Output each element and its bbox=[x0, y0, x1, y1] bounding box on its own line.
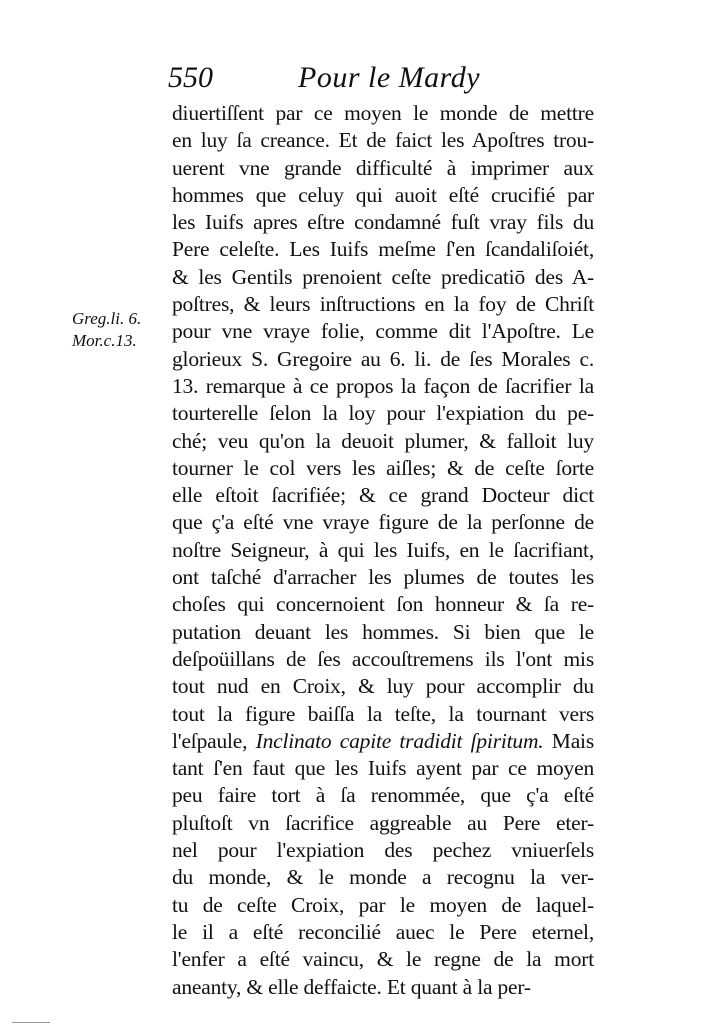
text-line: choſes qui concernoient ſon honneur & ſa re- bbox=[172, 592, 594, 617]
text-line: tant ſ'en faut que les Iuifs ayent par ce moyen bbox=[172, 756, 594, 781]
text-line: uerent vne grande difficulté à imprimer aux bbox=[172, 155, 594, 180]
text-line: en luy ſa creance. Et de faict les Apoſtres trou- bbox=[172, 128, 594, 153]
text-line: du monde, & le monde a recognu la ver- bbox=[172, 865, 594, 890]
text-line: noſtre Seigneur, à qui les Iuifs, en le ſacrifiant, bbox=[172, 537, 594, 562]
text-line: les Iuifs apres eſtre condamné fuſt vray fils du bbox=[172, 210, 594, 235]
text-line: pluſtoſt vn ſacrifice aggreable au Pere eter- bbox=[172, 810, 594, 835]
text-line: poſtres, & leurs inſtructions en la foy de Chriſt bbox=[172, 292, 594, 317]
text-line: tourterelle ſelon la loy pour l'expiation du pe- bbox=[172, 401, 594, 426]
margin-note-line: Greg.li. 6. bbox=[72, 309, 142, 328]
text-line: ont taſché d'arracher les plumes de toutes les bbox=[172, 565, 594, 590]
text-line: deſpoüillans de ſes accouſtremens ils l'ont mis bbox=[172, 646, 594, 671]
margin-note bbox=[72, 308, 162, 352]
margin-note-line: Mor.c.13. bbox=[72, 331, 137, 350]
running-title: Pour le Mardy bbox=[298, 61, 481, 94]
page-header bbox=[168, 60, 598, 100]
latin-before: l'eſpaule, bbox=[172, 728, 248, 753]
text-line: ché; veu qu'on la deuoit plumer, & falloit luy bbox=[172, 428, 594, 453]
text-line: le il a eſté reconcilié auec le Pere eternel, bbox=[172, 919, 594, 944]
scan-edge-mark bbox=[12, 1022, 50, 1023]
text-line: diuertiſſent par ce moyen le monde de mettre bbox=[172, 101, 594, 125]
text-line: pour vne vraye folie, comme dit l'Apoſtre. Le bbox=[172, 319, 594, 344]
text-line: tourner le col vers les aiſles; & de ceſte ſorte bbox=[172, 455, 594, 480]
text-line: peu faire tort à ſa renommée, que ç'a eſté bbox=[172, 783, 594, 808]
body-text bbox=[172, 100, 594, 1001]
latin-after: Mais bbox=[551, 728, 594, 753]
text-line: tout la figure baiſſa la teſte, la tournant vers bbox=[172, 701, 594, 726]
latin-quote-line bbox=[172, 728, 594, 755]
text-line: tout nud en Croix, & luy pour accomplir du bbox=[172, 674, 594, 699]
text-line: l'enfer a eſté vaincu, & le regne de la mort bbox=[172, 947, 594, 972]
text-line: aneanty, & elle deffaicte. Et quant à la per- bbox=[172, 974, 531, 999]
text-line: & les Gentils prenoient ceſte predicatiō des A- bbox=[172, 264, 594, 289]
text-line: 13. remarque à ce propos la façon de ſacrifier la bbox=[172, 373, 594, 398]
text-line: putation deuant les hommes. Si bien que le bbox=[172, 619, 594, 644]
text-line: que ç'a eſté vne vraye figure de la perſonne de bbox=[172, 510, 594, 535]
text-line: nel pour l'expiation des pechez vniuerſels bbox=[172, 838, 594, 863]
text-line: tu de ceſte Croix, par le moyen de laquel- bbox=[172, 892, 594, 917]
text-line: hommes que celuy qui auoit eſté crucifié par bbox=[172, 182, 594, 207]
text-line: elle eſtoit ſacrifiée; & ce grand Docteur dict bbox=[172, 483, 594, 508]
text-line: Pere celeſte. Les Iuifs meſme ſ'en ſcandaliſoiét, bbox=[172, 237, 594, 262]
page-number: 550 bbox=[168, 61, 213, 94]
latin-quote: Inclinato capite tradidit ſpiritum. bbox=[255, 728, 544, 753]
text-line: glorieux S. Gregoire au 6. li. de ſes Morales c. bbox=[172, 346, 594, 371]
